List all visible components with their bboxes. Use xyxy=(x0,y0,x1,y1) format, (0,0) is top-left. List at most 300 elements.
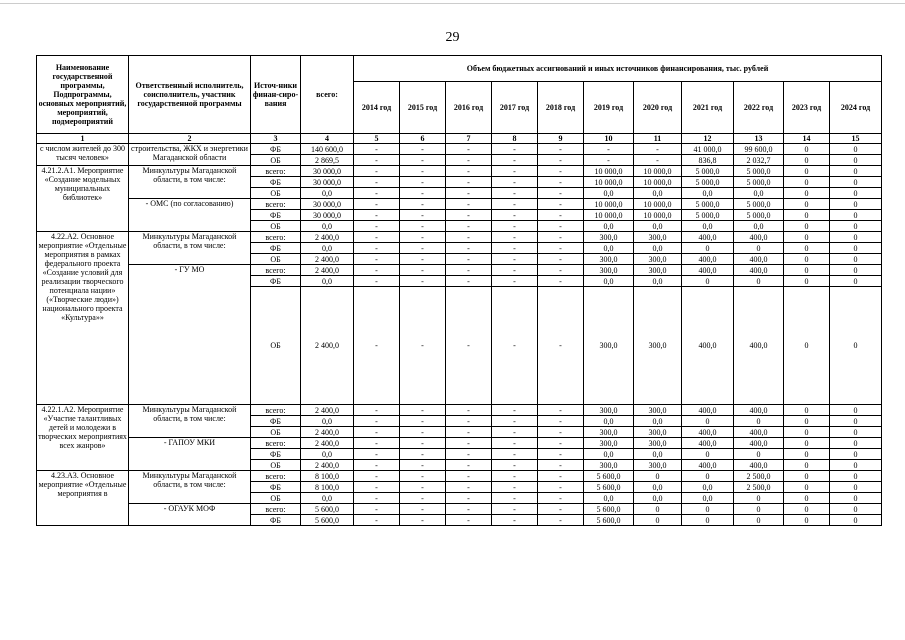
header-year: 2014 год xyxy=(354,82,400,134)
value-cell: 300,0 xyxy=(584,405,634,416)
source-cell: всего: xyxy=(251,232,301,243)
value-cell: 400,0 xyxy=(734,287,784,405)
source-cell: ФБ xyxy=(251,144,301,155)
value-cell: 300,0 xyxy=(634,287,682,405)
table-row xyxy=(37,504,882,515)
value-cell: - xyxy=(446,221,492,232)
value-cell: 0 xyxy=(830,438,882,449)
value-cell: 300,0 xyxy=(634,254,682,265)
value-cell: - xyxy=(634,144,682,155)
source-cell: ОБ xyxy=(251,155,301,166)
column-number-cell: 2 xyxy=(129,134,251,144)
column-number-cell: 1 xyxy=(37,134,129,144)
column-number-row xyxy=(37,134,882,144)
header-total: всего: xyxy=(301,56,354,134)
value-cell: 10 000,0 xyxy=(584,166,634,177)
value-cell: - xyxy=(538,287,584,405)
value-cell: 5 600,0 xyxy=(301,515,354,526)
value-cell: - xyxy=(538,449,584,460)
value-cell: 10 000,0 xyxy=(584,177,634,188)
source-cell: всего: xyxy=(251,504,301,515)
value-cell: - xyxy=(400,177,446,188)
value-cell: 0 xyxy=(784,427,830,438)
header-year: 2018 год xyxy=(538,82,584,134)
value-cell: 5 000,0 xyxy=(734,199,784,210)
value-cell: 0 xyxy=(734,276,784,287)
value-cell: - xyxy=(446,427,492,438)
value-cell: - xyxy=(354,482,400,493)
value-cell: 8 100,0 xyxy=(301,471,354,482)
value-cell: 0 xyxy=(830,504,882,515)
source-cell: ФБ xyxy=(251,276,301,287)
value-cell: 2 400,0 xyxy=(301,254,354,265)
table-row xyxy=(37,144,882,155)
value-cell: - xyxy=(492,166,538,177)
value-cell: 0 xyxy=(784,460,830,471)
executor-cell: Минкультуры Магаданской области, в том числе: xyxy=(129,166,251,199)
value-cell: 5 600,0 xyxy=(301,504,354,515)
value-cell: - xyxy=(400,471,446,482)
value-cell: - xyxy=(538,471,584,482)
value-cell: 400,0 xyxy=(682,438,734,449)
value-cell: - xyxy=(354,155,400,166)
source-cell: ФБ xyxy=(251,482,301,493)
value-cell: 300,0 xyxy=(584,254,634,265)
value-cell: 0 xyxy=(784,210,830,221)
value-cell: - xyxy=(538,199,584,210)
column-number-cell: 13 xyxy=(734,134,784,144)
value-cell: - xyxy=(446,405,492,416)
value-cell: 300,0 xyxy=(634,405,682,416)
value-cell: 5 000,0 xyxy=(682,166,734,177)
value-cell: 0 xyxy=(830,287,882,405)
value-cell: 400,0 xyxy=(734,254,784,265)
value-cell: 0 xyxy=(830,265,882,276)
value-cell: 0 xyxy=(784,166,830,177)
value-cell: - xyxy=(354,449,400,460)
value-cell: 0 xyxy=(784,482,830,493)
value-cell: 0,0 xyxy=(734,221,784,232)
value-cell: - xyxy=(538,493,584,504)
value-cell: 0,0 xyxy=(634,221,682,232)
value-cell: - xyxy=(400,276,446,287)
value-cell: - xyxy=(354,471,400,482)
value-cell: - xyxy=(538,482,584,493)
value-cell: 0 xyxy=(784,287,830,405)
value-cell: 2 400,0 xyxy=(301,427,354,438)
value-cell: 0 xyxy=(784,515,830,526)
value-cell: 300,0 xyxy=(634,232,682,243)
value-cell: 400,0 xyxy=(734,232,784,243)
value-cell: - xyxy=(354,287,400,405)
value-cell: 30 000,0 xyxy=(301,199,354,210)
source-cell: ФБ xyxy=(251,449,301,460)
value-cell: - xyxy=(400,243,446,254)
value-cell: - xyxy=(354,144,400,155)
source-cell: ОБ xyxy=(251,427,301,438)
value-cell: 400,0 xyxy=(734,265,784,276)
header-source: Источ-ники финан-сиро-вания xyxy=(251,56,301,134)
value-cell: 5 600,0 xyxy=(584,482,634,493)
value-cell: - xyxy=(492,493,538,504)
value-cell: - xyxy=(354,504,400,515)
header-program: Наименование государственной программы, Подпрограммы, основных мероприятий, мероприятий, подмероприятий xyxy=(37,56,129,134)
value-cell: - xyxy=(538,177,584,188)
value-cell: - xyxy=(354,515,400,526)
value-cell: - xyxy=(492,460,538,471)
value-cell: - xyxy=(446,188,492,199)
value-cell: 0 xyxy=(784,504,830,515)
source-cell: всего: xyxy=(251,265,301,276)
value-cell: - xyxy=(492,155,538,166)
value-cell: 0 xyxy=(734,449,784,460)
value-cell: 2 400,0 xyxy=(301,265,354,276)
column-number-cell: 5 xyxy=(354,134,400,144)
table-row xyxy=(37,199,882,210)
table-row xyxy=(37,405,882,416)
value-cell: 5 000,0 xyxy=(734,166,784,177)
value-cell: - xyxy=(492,427,538,438)
value-cell: - xyxy=(400,427,446,438)
value-cell: - xyxy=(446,232,492,243)
value-cell: 0,0 xyxy=(301,493,354,504)
value-cell: - xyxy=(492,177,538,188)
value-cell: 0,0 xyxy=(301,188,354,199)
value-cell: 0 xyxy=(830,405,882,416)
value-cell: - xyxy=(538,254,584,265)
value-cell: 0 xyxy=(830,449,882,460)
value-cell: 400,0 xyxy=(734,438,784,449)
value-cell: - xyxy=(400,493,446,504)
header-year: 2024 год xyxy=(830,82,882,134)
value-cell: - xyxy=(492,276,538,287)
value-cell: 0 xyxy=(784,155,830,166)
header-year: 2023 год xyxy=(784,82,830,134)
value-cell: 0,0 xyxy=(301,449,354,460)
value-cell: - xyxy=(538,166,584,177)
value-cell: 0,0 xyxy=(682,493,734,504)
value-cell: - xyxy=(492,405,538,416)
value-cell: - xyxy=(446,471,492,482)
executor-cell: Минкультуры Магаданской области, в том числе: xyxy=(129,471,251,504)
value-cell: 0 xyxy=(682,243,734,254)
header-year: 2021 год xyxy=(682,82,734,134)
source-cell: всего: xyxy=(251,405,301,416)
value-cell: - xyxy=(354,265,400,276)
value-cell: 0 xyxy=(734,504,784,515)
program-name-cell: с числом жителей до 300 тысяч человек» xyxy=(37,144,129,166)
value-cell: - xyxy=(492,438,538,449)
value-cell: - xyxy=(538,438,584,449)
executor-cell: - ГАПОУ МКИ xyxy=(129,438,251,471)
value-cell: - xyxy=(354,232,400,243)
value-cell: 300,0 xyxy=(634,265,682,276)
value-cell: - xyxy=(492,232,538,243)
value-cell: - xyxy=(400,199,446,210)
value-cell: 10 000,0 xyxy=(634,210,682,221)
value-cell: - xyxy=(538,155,584,166)
value-cell: - xyxy=(446,276,492,287)
value-cell: - xyxy=(400,460,446,471)
source-cell: ФБ xyxy=(251,210,301,221)
table-body xyxy=(37,134,882,526)
source-cell: ФБ xyxy=(251,515,301,526)
value-cell: 0,0 xyxy=(584,449,634,460)
value-cell: 0,0 xyxy=(634,482,682,493)
value-cell: - xyxy=(354,254,400,265)
value-cell: 8 100,0 xyxy=(301,482,354,493)
value-cell: - xyxy=(354,427,400,438)
value-cell: - xyxy=(446,416,492,427)
value-cell: 400,0 xyxy=(734,427,784,438)
value-cell: 0 xyxy=(682,471,734,482)
value-cell: - xyxy=(354,221,400,232)
value-cell: - xyxy=(354,438,400,449)
value-cell: - xyxy=(492,416,538,427)
value-cell: 2 400,0 xyxy=(301,405,354,416)
executor-cell: - ОМС (по согласованию) xyxy=(129,199,251,232)
value-cell: - xyxy=(584,144,634,155)
value-cell: 5 000,0 xyxy=(682,199,734,210)
value-cell: 0 xyxy=(830,493,882,504)
column-number-cell: 9 xyxy=(538,134,584,144)
value-cell: 5 000,0 xyxy=(682,177,734,188)
column-number-cell: 6 xyxy=(400,134,446,144)
value-cell: - xyxy=(446,166,492,177)
value-cell: - xyxy=(446,515,492,526)
value-cell: 0 xyxy=(830,482,882,493)
value-cell: - xyxy=(400,166,446,177)
program-name-cell: 4.22.1.А2. Мероприятие «Участие талантливых детей и молодежи в творческих мероприятиях всех жанров» xyxy=(37,405,129,471)
value-cell: - xyxy=(400,155,446,166)
value-cell: - xyxy=(538,221,584,232)
value-cell: - xyxy=(400,405,446,416)
value-cell: 0 xyxy=(830,416,882,427)
value-cell: 10 000,0 xyxy=(634,177,682,188)
value-cell: 0,0 xyxy=(682,188,734,199)
value-cell: 2 500,0 xyxy=(734,482,784,493)
value-cell: 5 000,0 xyxy=(734,177,784,188)
column-number-cell: 3 xyxy=(251,134,301,144)
table-row xyxy=(37,166,882,177)
value-cell: - xyxy=(400,449,446,460)
value-cell: 0 xyxy=(784,471,830,482)
value-cell: 0,0 xyxy=(584,493,634,504)
source-cell: всего: xyxy=(251,438,301,449)
value-cell: 0,0 xyxy=(682,482,734,493)
value-cell: 2 400,0 xyxy=(301,287,354,405)
table-row xyxy=(37,232,882,243)
value-cell: 0 xyxy=(830,155,882,166)
value-cell: 5 600,0 xyxy=(584,504,634,515)
table-row xyxy=(37,438,882,449)
value-cell: 400,0 xyxy=(682,427,734,438)
value-cell: - xyxy=(492,471,538,482)
value-cell: 300,0 xyxy=(584,287,634,405)
value-cell: 0,0 xyxy=(634,449,682,460)
value-cell: 0,0 xyxy=(584,188,634,199)
value-cell: 0,0 xyxy=(584,416,634,427)
value-cell: 300,0 xyxy=(634,438,682,449)
value-cell: 2 869,5 xyxy=(301,155,354,166)
value-cell: - xyxy=(400,287,446,405)
column-number-cell: 14 xyxy=(784,134,830,144)
value-cell: 0 xyxy=(682,504,734,515)
value-cell: 0 xyxy=(784,438,830,449)
value-cell: - xyxy=(354,460,400,471)
value-cell: 5 600,0 xyxy=(584,471,634,482)
value-cell: 0 xyxy=(830,254,882,265)
value-cell: 10 000,0 xyxy=(584,210,634,221)
value-cell: 0 xyxy=(830,210,882,221)
value-cell: - xyxy=(354,276,400,287)
program-name-cell: 4.22.А2. Основное мероприятие «Отдельные мероприятия в рамках федерального проекта «Создание условий для реализации творческого потенциала нации» («Творческие люди») национального проекта «Культура»» xyxy=(37,232,129,405)
value-cell: - xyxy=(446,438,492,449)
value-cell: 0 xyxy=(830,199,882,210)
value-cell: - xyxy=(492,449,538,460)
value-cell: 0 xyxy=(830,276,882,287)
value-cell: 300,0 xyxy=(584,438,634,449)
value-cell: 2 400,0 xyxy=(301,460,354,471)
value-cell: - xyxy=(354,166,400,177)
value-cell: 0 xyxy=(784,221,830,232)
value-cell: 0 xyxy=(784,405,830,416)
program-name-cell: 4.23.А3. Основное мероприятие «Отдельные мероприятия в xyxy=(37,471,129,526)
header-year: 2022 год xyxy=(734,82,784,134)
header-volume: Объем бюджетных ассигнований и иных источников финансирования, тыс. рублей xyxy=(354,56,882,82)
value-cell: 0,0 xyxy=(584,221,634,232)
source-cell: ОБ xyxy=(251,188,301,199)
source-cell: ОБ xyxy=(251,221,301,232)
column-number-cell: 8 xyxy=(492,134,538,144)
value-cell: - xyxy=(538,416,584,427)
value-cell: 30 000,0 xyxy=(301,166,354,177)
value-cell: - xyxy=(492,210,538,221)
value-cell: - xyxy=(446,287,492,405)
value-cell: - xyxy=(538,460,584,471)
value-cell: - xyxy=(400,515,446,526)
column-number-cell: 15 xyxy=(830,134,882,144)
value-cell: - xyxy=(538,188,584,199)
value-cell: - xyxy=(634,155,682,166)
value-cell: - xyxy=(354,210,400,221)
value-cell: 836,8 xyxy=(682,155,734,166)
value-cell: 2 500,0 xyxy=(734,471,784,482)
value-cell: - xyxy=(492,287,538,405)
value-cell: 0 xyxy=(784,493,830,504)
executor-cell: Минкультуры Магаданской области, в том числе: xyxy=(129,232,251,265)
value-cell: 0 xyxy=(830,188,882,199)
value-cell: 400,0 xyxy=(682,460,734,471)
value-cell: 0 xyxy=(830,460,882,471)
value-cell: - xyxy=(538,515,584,526)
value-cell: 10 000,0 xyxy=(584,199,634,210)
value-cell: 0 xyxy=(682,276,734,287)
value-cell: 400,0 xyxy=(734,405,784,416)
value-cell: - xyxy=(446,504,492,515)
value-cell: 0,0 xyxy=(634,416,682,427)
value-cell: 0 xyxy=(734,243,784,254)
value-cell: 0 xyxy=(830,515,882,526)
value-cell: 10 000,0 xyxy=(634,199,682,210)
value-cell: - xyxy=(446,460,492,471)
value-cell: 0 xyxy=(830,166,882,177)
value-cell: 300,0 xyxy=(584,232,634,243)
source-cell: ФБ xyxy=(251,177,301,188)
value-cell: - xyxy=(492,254,538,265)
value-cell: 10 000,0 xyxy=(634,166,682,177)
value-cell: 400,0 xyxy=(682,405,734,416)
value-cell: - xyxy=(492,188,538,199)
value-cell: - xyxy=(400,504,446,515)
value-cell: - xyxy=(400,265,446,276)
value-cell: 300,0 xyxy=(584,427,634,438)
value-cell: - xyxy=(538,232,584,243)
value-cell: - xyxy=(492,265,538,276)
table-row xyxy=(37,471,882,482)
value-cell: - xyxy=(492,504,538,515)
value-cell: - xyxy=(446,243,492,254)
value-cell: - xyxy=(354,177,400,188)
source-cell: ОБ xyxy=(251,460,301,471)
value-cell: 0 xyxy=(682,515,734,526)
executor-cell: - ОГАУК МОФ xyxy=(129,504,251,526)
value-cell: - xyxy=(538,210,584,221)
value-cell: - xyxy=(492,515,538,526)
value-cell: 400,0 xyxy=(682,287,734,405)
value-cell: 2 032,7 xyxy=(734,155,784,166)
value-cell: 0,0 xyxy=(301,276,354,287)
value-cell: - xyxy=(492,243,538,254)
header-executor: Ответственный исполнитель, соисполнитель, участник государственной программы xyxy=(129,56,251,134)
value-cell: 30 000,0 xyxy=(301,210,354,221)
value-cell: - xyxy=(446,482,492,493)
value-cell: - xyxy=(400,254,446,265)
value-cell: 0 xyxy=(634,515,682,526)
value-cell: 300,0 xyxy=(584,460,634,471)
value-cell: - xyxy=(400,210,446,221)
value-cell: - xyxy=(400,188,446,199)
value-cell: - xyxy=(354,199,400,210)
value-cell: - xyxy=(538,243,584,254)
executor-cell: - ГУ МО xyxy=(129,265,251,405)
source-cell: всего: xyxy=(251,471,301,482)
source-cell: ОБ xyxy=(251,493,301,504)
value-cell: - xyxy=(446,265,492,276)
value-cell: - xyxy=(538,144,584,155)
value-cell: - xyxy=(538,276,584,287)
value-cell: 5 000,0 xyxy=(734,210,784,221)
value-cell: 5 600,0 xyxy=(584,515,634,526)
value-cell: 0,0 xyxy=(301,221,354,232)
value-cell: - xyxy=(446,177,492,188)
value-cell: 2 400,0 xyxy=(301,232,354,243)
scan-edge xyxy=(0,3,905,4)
value-cell: 0,0 xyxy=(584,276,634,287)
value-cell: 0 xyxy=(784,254,830,265)
value-cell: 5 000,0 xyxy=(682,210,734,221)
value-cell: 0,0 xyxy=(634,243,682,254)
value-cell: - xyxy=(538,427,584,438)
value-cell: 0 xyxy=(830,232,882,243)
table-row xyxy=(37,265,882,276)
value-cell: - xyxy=(354,493,400,504)
value-cell: 0 xyxy=(734,416,784,427)
value-cell: - xyxy=(354,405,400,416)
value-cell: 0 xyxy=(830,177,882,188)
value-cell: 0 xyxy=(830,144,882,155)
value-cell: - xyxy=(446,199,492,210)
